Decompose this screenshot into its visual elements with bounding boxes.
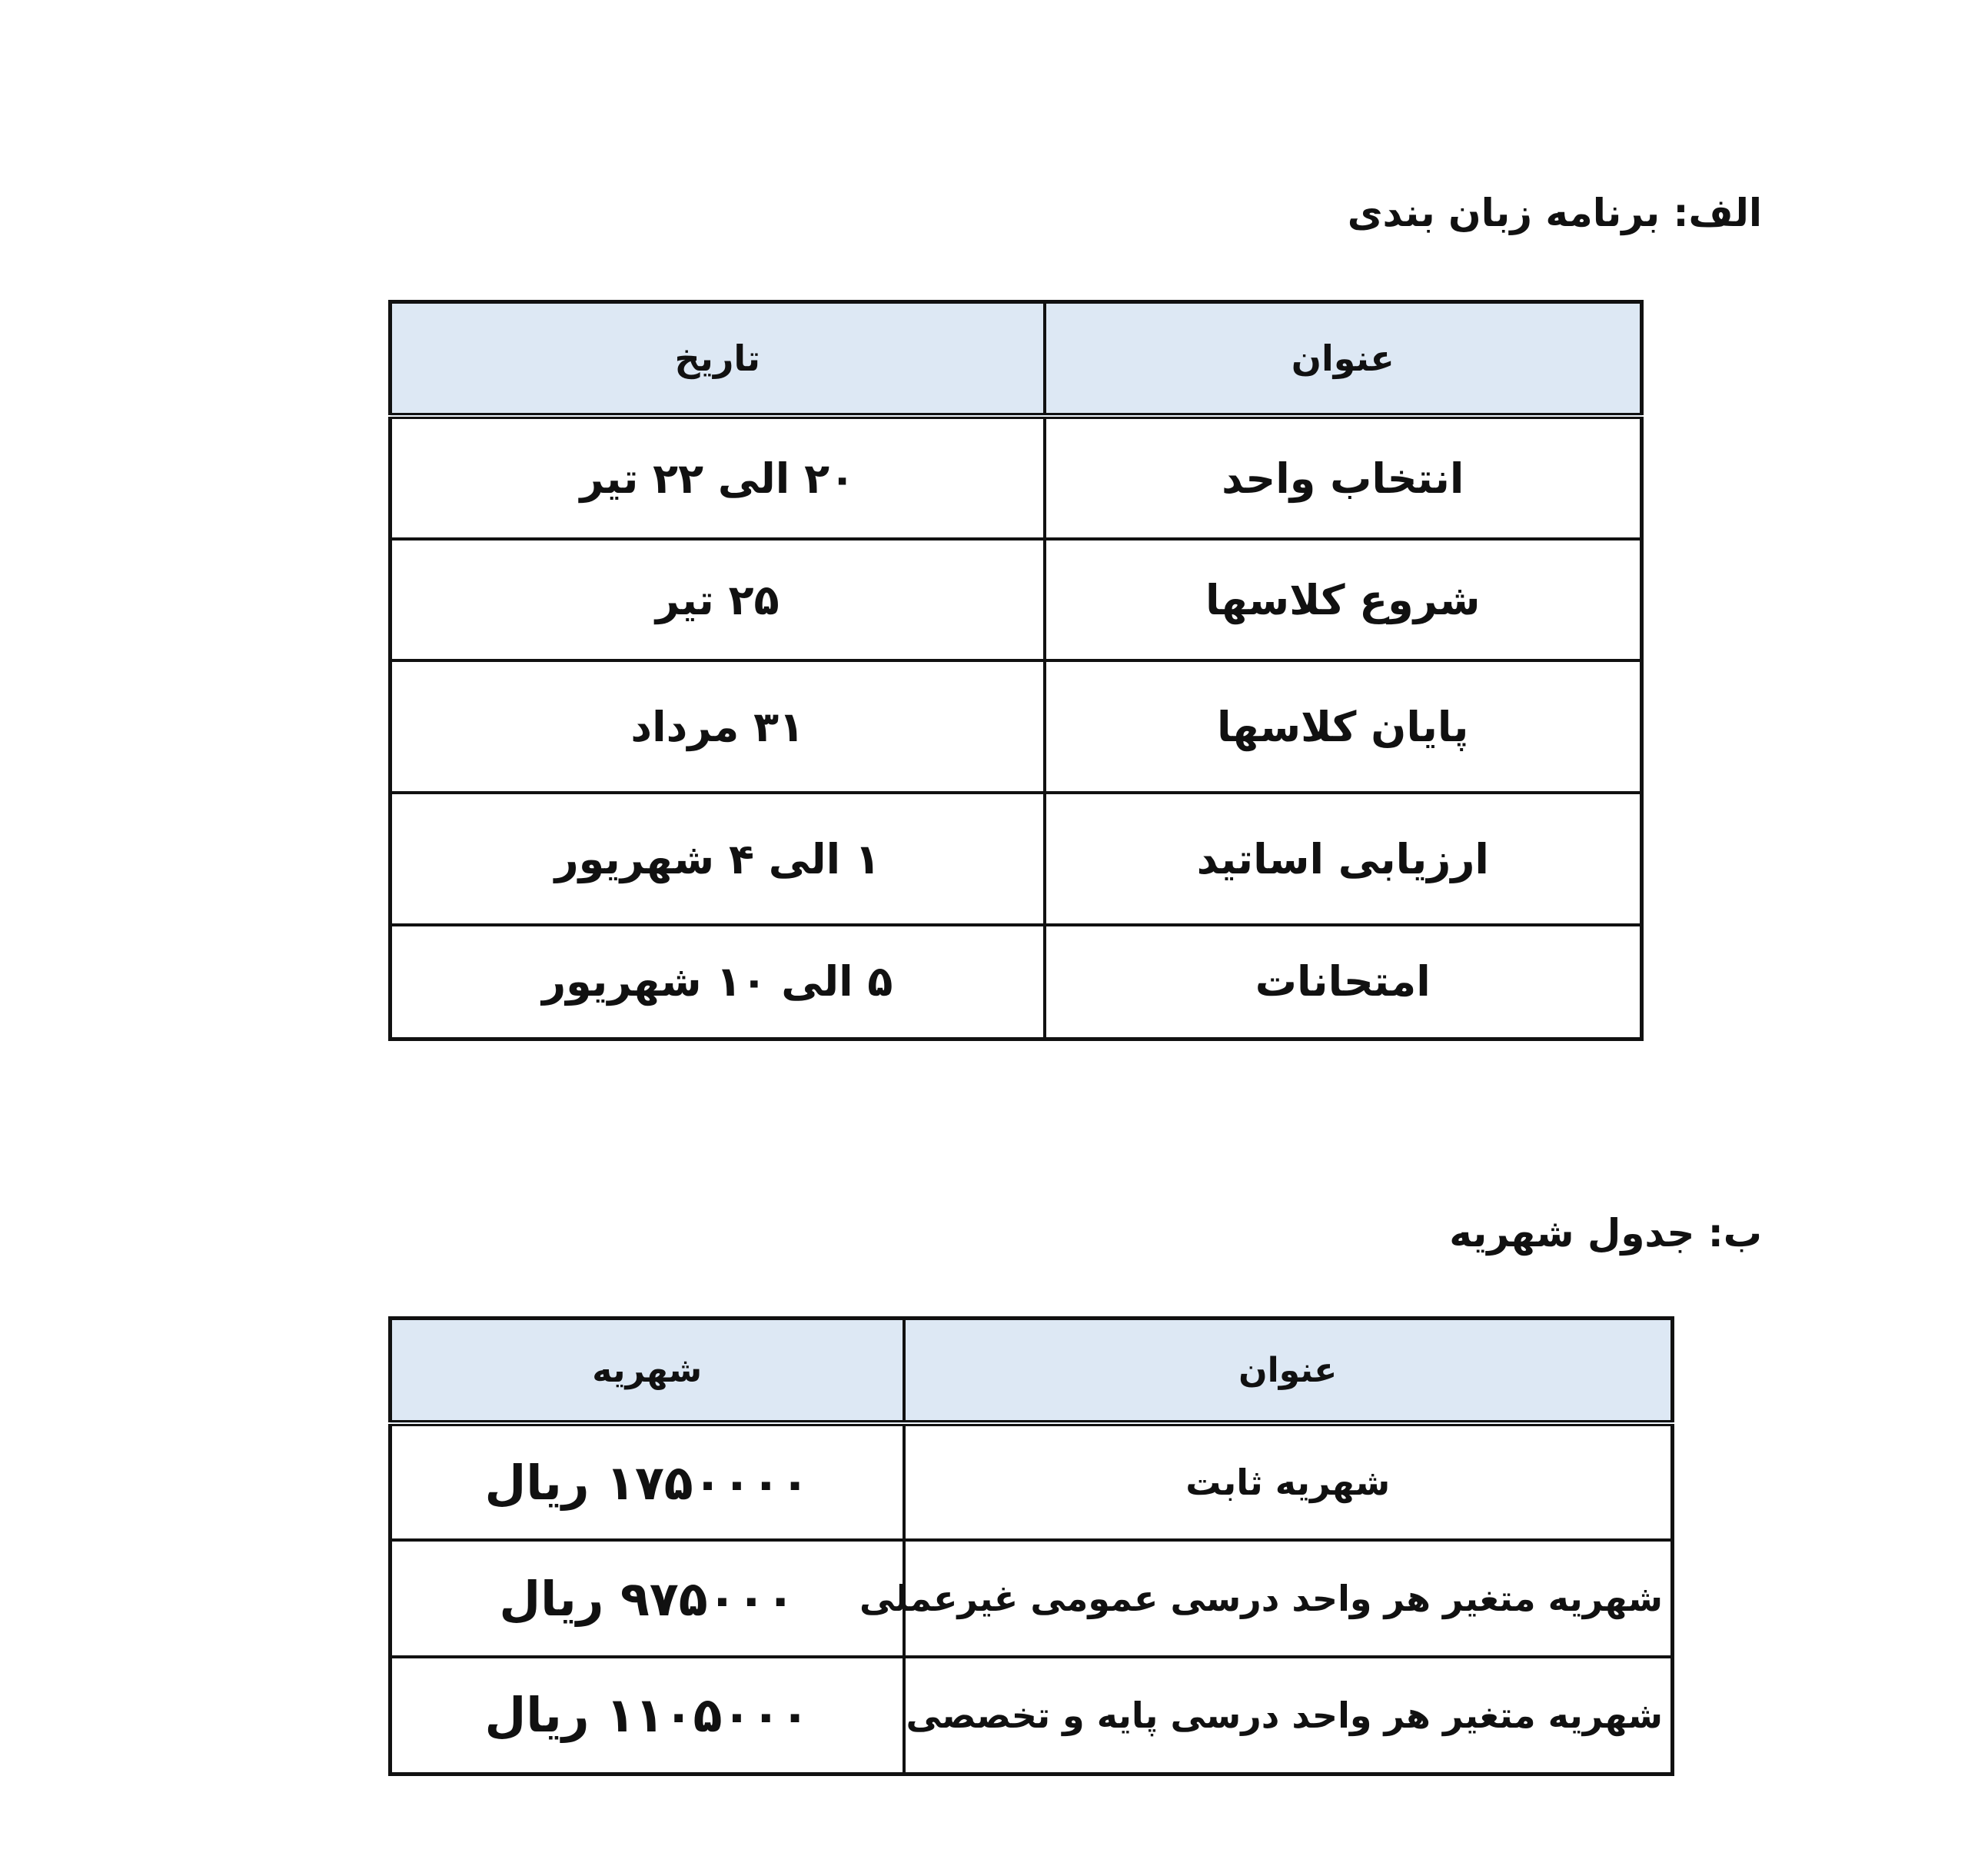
schedule-row-date: ۲۰ الی ۲۲ تیر bbox=[391, 416, 1045, 539]
schedule-header-date: تاریخ bbox=[391, 302, 1045, 417]
schedule-header-row bbox=[391, 302, 1642, 417]
table-row bbox=[391, 925, 1642, 1039]
table-row bbox=[391, 793, 1642, 925]
tuition-row-fee: ۱۱۰۵۰۰۰ ریال bbox=[391, 1657, 904, 1774]
tuition-header-fee: شهریه bbox=[391, 1319, 904, 1424]
table-row bbox=[391, 1423, 1673, 1540]
tuition-table bbox=[388, 1316, 1674, 1776]
schedule-header-title: عنوان bbox=[1045, 302, 1642, 417]
tuition-header-title: عنوان bbox=[904, 1319, 1673, 1424]
tuition-header-row bbox=[391, 1319, 1673, 1424]
tuition-row-title: شهریه متغیر هر واحد درسی عمومی غیرعملی bbox=[904, 1540, 1673, 1657]
schedule-section-title: الف: برنامه زبان بندی bbox=[1347, 191, 1762, 235]
table-row bbox=[391, 416, 1642, 539]
tuition-row-title: شهریه متغیر هر واحد درسی پایه و تخصصی bbox=[904, 1657, 1673, 1774]
schedule-row-title: پایان کلاسها bbox=[1045, 660, 1642, 793]
schedule-row-date: ۵ الی ۱۰ شهریور bbox=[391, 925, 1045, 1039]
table-row bbox=[391, 1540, 1673, 1657]
schedule-table bbox=[388, 300, 1644, 1041]
table-row bbox=[391, 660, 1642, 793]
schedule-row-title: امتحانات bbox=[1045, 925, 1642, 1039]
tuition-row-fee: ۱۷۵۰۰۰۰ ریال bbox=[391, 1423, 904, 1540]
tuition-row-title: شهریه ثابت bbox=[904, 1423, 1673, 1540]
schedule-row-title: انتخاب واحد bbox=[1045, 416, 1642, 539]
schedule-row-title: ارزیابی اساتید bbox=[1045, 793, 1642, 925]
table-row bbox=[391, 539, 1642, 660]
schedule-row-date: ۳۱ مرداد bbox=[391, 660, 1045, 793]
table-row bbox=[391, 1657, 1673, 1774]
schedule-row-date: ۱ الی ۴ شهریور bbox=[391, 793, 1045, 925]
tuition-row-fee: ۹۷۵۰۰۰ ریال bbox=[391, 1540, 904, 1657]
schedule-row-title: شروع کلاسها bbox=[1045, 539, 1642, 660]
schedule-row-date: ۲۵ تیر bbox=[391, 539, 1045, 660]
tuition-section-title: ب: جدول شهریه bbox=[1449, 1211, 1762, 1256]
